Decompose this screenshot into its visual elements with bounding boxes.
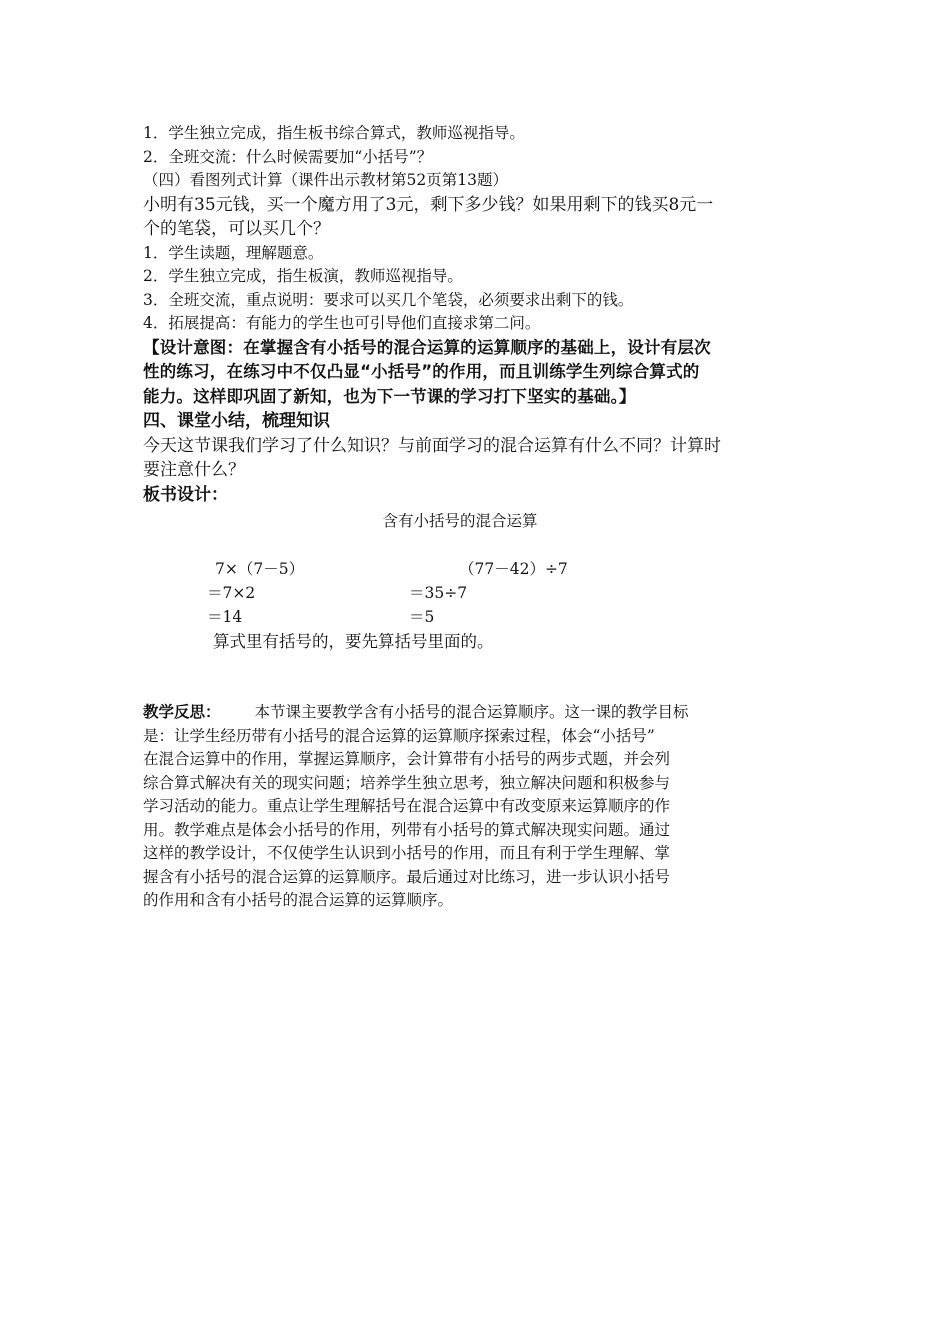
summary-question: 要注意什么？ [143, 460, 245, 480]
reflection-line: 这样的教学设计，不仅使学生认识到小括号的作用，而且有利于学生理解、掌 [143, 844, 671, 862]
reflection-line: 握含有小括号的混合运算的运算顺序。最后通过对比练习，进一步认识小括号 [143, 867, 671, 886]
subsection-heading: （四）看图列式计算（课件出示教材第52页第13题） [143, 171, 508, 189]
design-intent-line: 能力。这样即巩固了新知，也为下一节课的学习打下坚实的基础。】 [143, 386, 636, 406]
reflection-line: 学习活动的能力。重点让学生理解括号在混合运算中有改变原来运算顺序的作 [143, 797, 671, 815]
design-intent-line: 性的练习，在练习中不仅凸显“小括号”的作用，而且训练学生列综合算式的 [143, 362, 700, 381]
problem-text: 小明有35元钱，买一个魔方用了3元，剩下多少钱？如果用剩下的钱买8元一 [143, 194, 714, 215]
formula-left-line: 7×（7－5） [215, 560, 305, 578]
section-heading: 四、课堂小结，梳理知识 [143, 411, 330, 431]
teaching-reflection [143, 701, 813, 913]
formula-right-line: （77－42）÷7 [459, 560, 568, 578]
step-line: 1．学生读题，理解题意。 [143, 243, 324, 262]
reflection-label: 教学反思： [143, 703, 221, 721]
document-page [143, 122, 813, 913]
step-line: 3．全班交流，重点说明：要求可以买几个笔袋，必须要求出剩下的钱。 [143, 290, 634, 309]
reflection-line: 综合算式解决有关的现实问题；培养学生独立思考，独立解决问题和积极参与 [143, 773, 671, 792]
design-intent [143, 336, 813, 410]
reflection-line: 在混合运算中的作用，掌握运算顺序，会计算带有小括号的两步式题，并会列 [143, 750, 671, 768]
formula-right-line: ＝35÷7 [409, 584, 468, 602]
formula-left-line: ＝7×2 [207, 584, 256, 602]
board-label: 板书设计： [143, 484, 228, 505]
board-formulas [143, 557, 813, 677]
design-intent-line: 【设计意图：在掌握含有小括号的混合运算的运算顺序的基础上，设计有层次 [143, 337, 711, 357]
step-line: 4．拓展提高：有能力的学生也可引导他们直接求第二问。 [143, 314, 541, 332]
summary-question: 今天这节课我们学习了什么知识？与前面学习的混合运算有什么不同？计算时 [143, 435, 721, 456]
board-rule: 算式里有括号的，要先算括号里面的。 [213, 632, 494, 651]
board-title: 含有小括号的混合运算 [382, 512, 538, 530]
reflection-line: 的作用和含有小括号的混合运算的运算顺序。 [143, 891, 454, 909]
reflection-line: 用。教学难点是体会小括号的作用，列带有小括号的算式解决现实问题。通过 [143, 820, 671, 839]
step-line: 2．学生独立完成，指生板演，教师巡视指导。 [143, 267, 463, 285]
formula-left-line: ＝14 [207, 608, 243, 626]
step-line: 2．全班交流：什么时候需要加“小括号”？ [143, 147, 433, 166]
reflection-line: 本节课主要教学含有小括号的混合运算顺序。这一课的教学目标 [254, 703, 689, 721]
step-line: 1．学生独立完成，指生板书综合算式，教师巡视指导。 [143, 124, 525, 142]
reflection-line: 是：让学生经历带有小括号的混合运算的运算顺序探索过程，体会“小括号” [143, 726, 655, 745]
problem-text: 个的笔袋，可以买几个？ [143, 219, 330, 239]
formula-right-line: ＝5 [409, 608, 435, 626]
